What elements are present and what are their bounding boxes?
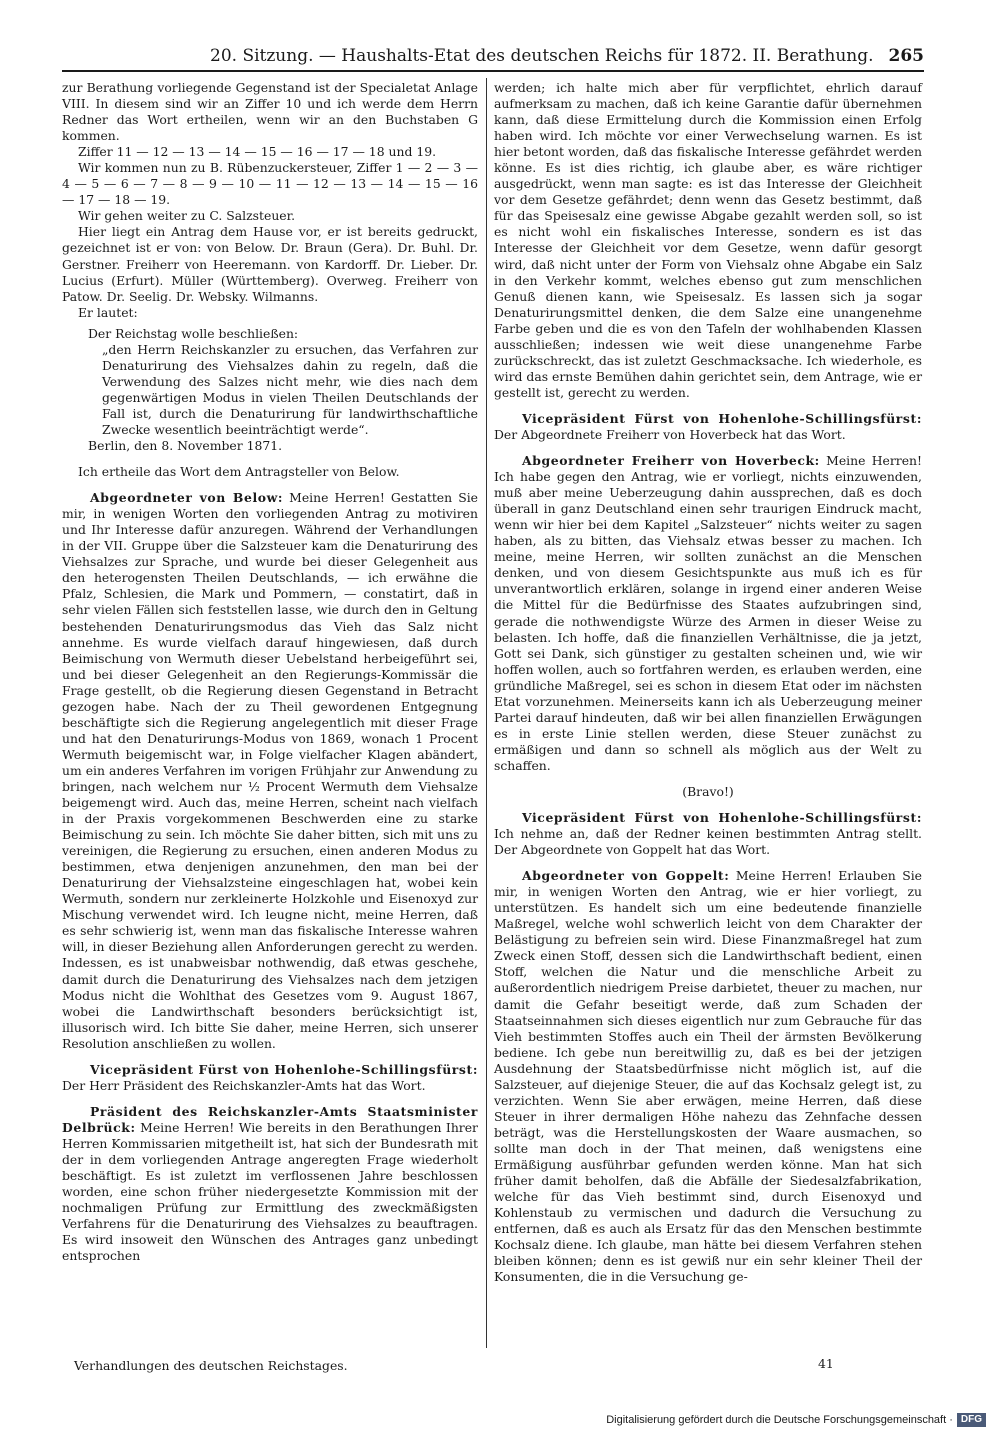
running-title: 20. Sitzung. — Haushalts-Etat des deutschen Reichs für 1872. II. Berathung.: [210, 46, 874, 66]
speech-goppelt: [494, 868, 922, 1285]
motion-intro: Der Reichstag wolle beschließen:: [88, 325, 299, 341]
speech-text: Ich nehme an, daß der Redner keinen bestimmten Antrag stellt. Der Abgeordnete von Goppelt hat das Wort.: [494, 826, 922, 858]
speaker-name: Abgeordneter Freiherr von Hoverbeck:: [522, 453, 820, 469]
speaker-name: Abgeordneter von Below:: [90, 490, 284, 506]
footer-note: Verhandlungen des deutschen Reichstages.: [74, 1358, 348, 1373]
speech-vicepresident: [62, 1062, 478, 1094]
paragraph: Ich ertheile das Wort dem Antragsteller von Below.: [78, 464, 400, 480]
paragraph: Er lautet:: [78, 304, 138, 320]
paragraph: werden; ich halte mich aber für verpflichtet, ehrlich darauf aufmerksam zu machen, daß ich keine Garantie dafür übernehmen kann, daß diese Ermittelung durch die Kommission einen Erfolg haben wird. Ich möchte vor einer Verwechselung warnen. Es ist hier betont worden, daß das fiskalische Interesse gefährdet werden könne. Es ist dies richtig, ich glaube aber, es wäre richtiger ausgedrückt, wenn man sagte: es ist das Interesse der Gleichheit vor dem Gesetze gefährdet; denn wenn das Gesetz bestimmt, daß für das Speisesalz eine gewisse Abgabe gezahlt werden soll, so ist es nicht wohl ein fiskalisches Interesse, sondern es ist das Interesse der Gleichheit vor dem Gesetze, wenn dafür gesorgt wird, daß nicht unter der Form von Viehsalz ohne Abgabe ein Salz in den Verkehr kommt, welches ebenso gut zum menschlichen Genuß dienen kann, wie Speisesalz. Es lassen sich ja sogar Denaturirungsmittel denken, die dem Salze eine unangenehme Farbe geben und die es von den Tafeln der wohlhabenden Klassen ausschließen; indessen wie weit diese unangenehme Farbe zurückschreckt, das ist zuletzt Geschmacksache. Ich wiederhole, es wird das ernste Bemühen dahin gerichtet sein, dem Antrage, wie er gestellt ist, gerecht zu werden.: [494, 80, 922, 400]
speech-below: [62, 490, 478, 1052]
speech-vicepresident: [494, 411, 922, 443]
dfg-logo: DFG: [957, 1413, 986, 1427]
paragraph: Ziffer 11 — 12 — 13 — 14 — 15 — 16 — 17 — 18 und 19.: [78, 144, 437, 160]
applause-note: (Bravo!): [682, 783, 734, 799]
paragraph: Wir gehen weiter zu C. Salzsteuer.: [78, 208, 296, 224]
speaker-name: Vicepräsident Fürst von Hohenlohe-Schillingsfürst:: [522, 410, 922, 426]
paragraph: Hier liegt ein Antrag dem Hause vor, er ist bereits gedruckt, gezeichnet ist er von: von Below. Dr. Braun (Gera). Dr. Buhl. Dr. Gerstner. Freiherr von Heeremann. von Kardorff. Dr. Lieber. Dr. Lucius (Erfurt). Müller (Württemberg). Overweg. Freiherr von Patow. Dr. Seelig. Dr. Websky. Wilmanns.: [62, 224, 478, 304]
right-column: [494, 80, 922, 1285]
speaker-name: Vicepräsident Fürst von Hohenlohe-Schillingsfürst:: [522, 810, 922, 826]
speaker-name: Abgeordneter von Goppelt:: [522, 868, 730, 884]
speaker-name: Vicepräsident Fürst von Hohenlohe-Schillingsfürst:: [90, 1061, 478, 1077]
speech-text: Meine Herren! Erlauben Sie mir, in wenigen Worten den Antrag, wie er hier vorliegt, zu unterstützen. Es handelt sich um eine bedeutende finanzielle Maßregel, welche wohl schwerlich leicht von dem Charakter der Belästigung zu befreien sein wird. Diese Finanzmaßregel hat zum Zweck einen Stoff, dessen sich die Landwirthschaft bedient, einen Stoff, welchen die Natur und die menschliche Arbeit zu außerordentlich niedrigem Preise darbietet, theuer zu machen, nur damit die Gefahr beseitigt werde, daß zum Schaden der Staatseinnahmen sich dieses eigentlich nur zum Gebrauche für das Vieh bestimmten Stoffes auch ein Theil der ärmsten Bevölkerung bediene. Ich gebe nun bereitwillig zu, daß es bei der jetzigen Ausdehnung der Staatsbedürfnisse nicht möglich ist, auf die Salzsteuer, auf diejenige Steuer, die auf das Kochsalz gelegt ist, zu verzichten. Wenn Sie aber erwägen, meine Herren, daß diese Steuer in ihrer dermaligen Höhe nahezu das Zehnfache dessen beträgt, was die Herstellungskosten der Waare ausmachen, so sollte man doch in der That meinen, daß wenigstens eine Ermäßigung ausführbar gefunden werden könne. Man hat sich früher damit beholfen, daß die Abfälle der Siedesalzfabrikation, welche für das Vieh bestimmt sind, durch Eisenoxyd und Kohlenstaub zu vermischen und dadurch die Versuchung zu entfernen, daß es auch als Ersatz für das den Menschen bestimmte Kochsalz diene. Ich glaube, man hätte bei diesem Verfahren stehen bleiben können; denn es ist gewiß nur ein sehr kleiner Theil der Konsumenten, die in die Versuchung ge-: [494, 868, 922, 1285]
left-column: [62, 80, 478, 1264]
credit-text: Digitalisierung gefördert durch die Deutsche Forschungsgemeinschaft ·: [606, 1414, 953, 1426]
speech-delbrueck: [62, 1104, 478, 1264]
page-header: [62, 44, 924, 72]
motion-date: Berlin, den 8. November 1871.: [88, 438, 283, 454]
speech-vicepresident: [494, 810, 922, 858]
speech-text: Der Herr Präsident des Reichskanzler-Amts hat das Wort.: [62, 1077, 426, 1093]
paragraph: Wir kommen nun zu B. Rübenzuckersteuer, Ziffer 1 — 2 — 3 — 4 — 5 — 6 — 7 — 8 — 9 — 10 — 11 — 12 — 13 — 14 — 15 — 16 — 17 — 18 — 19.: [62, 160, 478, 208]
page-number: 265: [888, 46, 924, 66]
motion-text: „den Herrn Reichskanzler zu ersuchen, das Verfahren zur Denaturirung des Viehsalzes dahin zu regeln, daß die Verwendung des Salzes nicht mehr, wie dies nach dem gegenwärtigen Modus in vielen Theilen Deutschlands der Fall ist, durch die Denaturirung für landwirthschaftliche Zwecke wesentlich beeinträchtigt werde“.: [102, 341, 478, 437]
speech-text: Meine Herren! Gestatten Sie mir, in wenigen Worten den vorliegenden Antrag zu motiviren und Ihr Interesse dafür anzuregen. Während der Verhandlungen in der VII. Gruppe über die Salzsteuer kam die Denaturirung des Viehsalzes zur Sprache, und wurde bei dieser Gelegenheit aus den heterogensten Theilen Deutschlands, — ich erwähne die Pfalz, Schlesien, die Mark und Pommern, — constatirt, daß in sehr vielen Fällen sich feststellen lasse, wie durch den in Geltung bestehenden Denaturirungsmodus das Vieh das Salz nicht annehme. Es wurde vielfach darauf hingewiesen, daß durch Beimischung von Wermuth dieser Uebelstand herbeigeführt sei, und bei dieser Gelegenheit an den Regierungs-Kommissär die Frage gestellt, ob die Regierung diesen Gegenstand in Betracht gezogen habe. Nach der zu Theil gewordenen Entgegnung beschäftigte sich die Regierung angelegentlich mit dieser Frage und hat den Denaturirungs-Modus von 1869, wonach 1 Procent Wermuth beigemischt war, in Folge vielfacher Klagen abändert, um ein anderes Verfahren im vorigen Frühjahr zur Anwendung zu bringen, nach welchem nur ½ Procent Wermuth dem Viehsalze beigemengt wird. Auch das, meine Herren, scheint nach vielfach in der Praxis vorgekommenen Beschwerden eine zu starke Beimischung zu sein. Ich möchte Sie daher bitten, sich mit uns zu vereinigen, die Regierung zu ersuchen, einen anderen Modus zu bestimmen, etwa denjenigen anzunehmen, den man bei der Denaturirung der Viehsalzsteine eingeschlagen hat, wobei kein Wermuth, sondern nur zerkleinerte Holzkohle und Eisenoxyd zur Mischung verwendet wird. Ich leugne nicht, meine Herren, daß es sehr schwierig ist, wenn man das fiskalische Interesse wahren will, in dieser Beziehung allen Anforderungen gerecht zu werden. Indessen, es ist unabweisbar nothwendig, daß etwas geschehe, damit durch die Denaturirung des Viehsalzes nach dem jetzigen Modus nicht die Wohlthat des Gesetzes vom 9. August 1867, wobei die Landwirthschaft besonders berücksichtigt ist, illusorisch wird. Ich bitte Sie daher, meine Herren, sich unserer Resolution anschließen zu wollen.: [62, 490, 478, 1051]
digitization-credit: [606, 1412, 986, 1428]
speech-text: Meine Herren! Wie bereits in den Berathungen Ihrer Herren Kommissarien mitgetheilt ist, hat sich der Bundesrath mit der in dem vorliegenden Antrage angeregten Frage wiederholt beschäftigt. Es ist zuletzt im verflossenen Jahre beschlossen worden, eine schon früher niedergesetzte Kommission mit der nochmaligen Prüfung zur Ermittlung des zweckmäßigsten Verfahrens für die Denaturirung des Viehsalzes zu beauftragen. Es wird insoweit den Wünschen des Antrages ganz unbedingt entsprochen: [62, 1119, 478, 1264]
speech-text: Der Abgeordnete Freiherr von Hoverbeck hat das Wort.: [494, 426, 846, 442]
speech-text: Meine Herren! Ich habe gegen den Antrag, wie er vorliegt, nichts einzuwenden, muß aber meine Ueberzeugung dahin aussprechen, daß es doch überall in ganz Deutschland einen sehr traurigen Eindruck macht, wenn wir hier bei dem Kapitel „Salzsteuer“ nichts weiter zu sagen haben, als zu bitten, das Viehsalz etwas besser zu machen. Ich meine, meine Herren, wir sollten zunächst an die Menschen denken, und von diesem Gesichtspunkte aus muß ich es für unverantwortlich erklären, solange in irgend einer anderen Weise die Mittel für die Bedürfnisse des Staates aufzubringen sind, gerade die nothwendigste Würze des Armen in dieser Weise zu belasten. Ich hoffe, daß die finanziellen Verhältnisse, die ja jetzt, Gott sei Dank, sich günstiger zu gestalten scheinen und, wie wir hoffen wollen, auch so fortfahren werden, es erlauben werden, eine gründliche Maßregel, sei es schon in diesem Etat oder im nächsten Etat vorzunehmen. Meinerseits kann ich als Ueberzeugung meiner Partei darauf hindeuten, daß wir bei allen finanziellen Erwägungen es in erste Linie stellen werden, diese Steuer zunächst zu ermäßigen und dann so schnell als möglich aus der Welt zu schaffen.: [494, 453, 922, 773]
paragraph: zur Berathung vorliegende Gegenstand ist der Specialetat Anlage VIII. In diesem sind wir an Ziffer 10 und ich werde dem Herrn Redner das Wort ertheilen, wenn wir an den Buchstaben G kommen.: [62, 80, 478, 144]
column-divider: [486, 78, 487, 1348]
folio-number: 41: [818, 1356, 834, 1371]
speaker-name: Präsident des Reichskanzler-Amts Staatsminister Delbrück:: [62, 1103, 478, 1135]
speech-hoverbeck: [494, 453, 922, 774]
